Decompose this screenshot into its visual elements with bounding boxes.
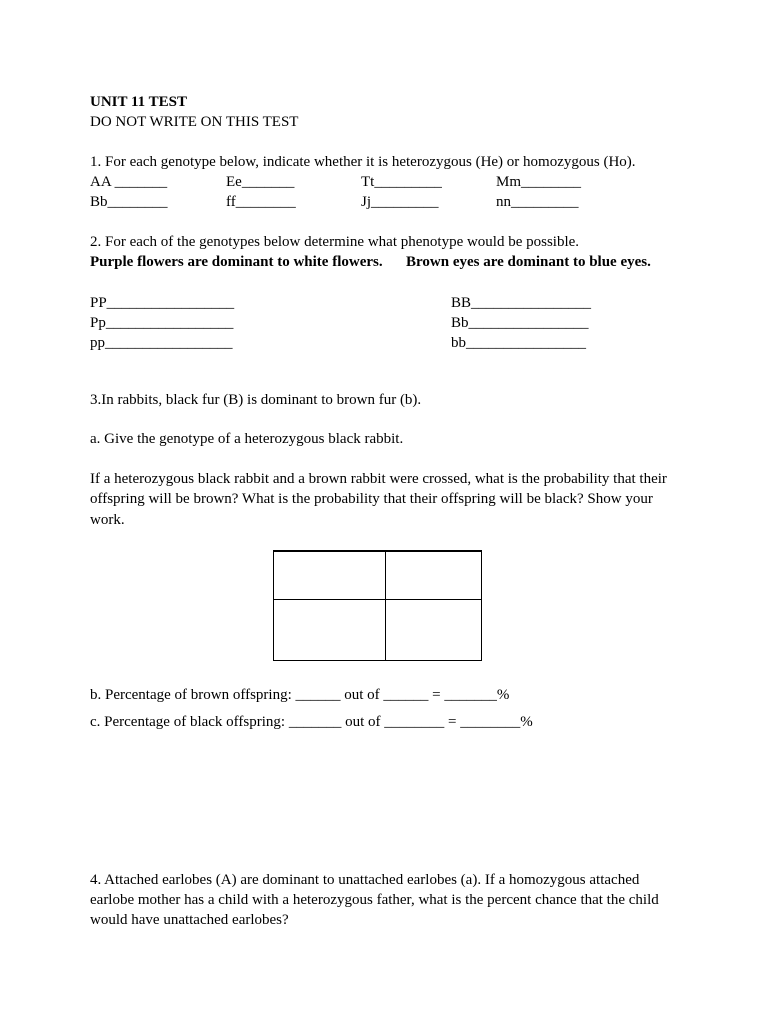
- genotype-mm: Mm________: [496, 174, 582, 190]
- genotype-ff: ff________: [226, 194, 296, 210]
- question-3-part-b: b. Percentage of brown offspring: ______ out of ______ = _______%: [90, 687, 510, 703]
- question-2-prompt: 2. For each of the genotypes below determine what phenotype would be possible.: [90, 234, 580, 250]
- genotype-pp-recessive: pp_________________: [90, 335, 233, 351]
- genotype-pp-hetero: Pp_________________: [90, 315, 234, 331]
- genotype-bb: Bb________: [90, 194, 168, 210]
- genotype-jj: Jj_________: [361, 194, 439, 210]
- genotype-aa: AA _______: [90, 174, 168, 190]
- genotype-bb-hetero: Bb________________: [451, 315, 589, 331]
- genotype-ee: Ee_______: [226, 174, 295, 190]
- question-2-row-2: [90, 313, 690, 333]
- genotype-tt: Tt_________: [361, 174, 442, 190]
- question-4-line-2: earlobe mother has a child with a heterozygous father, what is the percent chance that the child: [90, 892, 659, 908]
- question-1-row-2: [90, 192, 690, 212]
- question-3-cross-line-3: work.: [90, 512, 125, 528]
- genotype-bb-dominant: BB________________: [451, 295, 592, 311]
- question-2-rules: [90, 252, 690, 272]
- test-page: [90, 92, 690, 353]
- question-3-cross-line-1: If a heterozygous black rabbit and a brown rabbit were crossed, what is the probability that their: [90, 471, 667, 487]
- punnett-horizontal-divider: [274, 599, 481, 600]
- rule-flowers: Purple flowers are dominant to white flowers.: [90, 254, 383, 270]
- test-subtitle: DO NOT WRITE ON THIS TEST: [90, 114, 299, 130]
- genotype-nn: nn_________: [496, 194, 579, 210]
- question-2-row-3: [90, 333, 690, 353]
- question-3-part-c: c. Percentage of black offspring: _______ out of ________ = ________%: [90, 714, 533, 730]
- punnett-square: [273, 550, 482, 661]
- question-3-part-a: a. Give the genotype of a heterozygous black rabbit.: [90, 431, 404, 447]
- punnett-vertical-divider: [385, 552, 386, 660]
- question-4-line-3: would have unattached earlobes?: [90, 912, 289, 928]
- question-4-line-1: 4. Attached earlobes (A) are dominant to unattached earlobes (a). If a homozygous attached: [90, 872, 640, 888]
- question-2-row-1: [90, 293, 690, 313]
- genotype-pp-dominant: PP_________________: [90, 295, 235, 311]
- question-3-cross-line-2: offspring will be brown? What is the probability that their offspring will be black? Show your: [90, 491, 653, 507]
- rule-eyes: Brown eyes are dominant to blue eyes.: [406, 254, 651, 270]
- genotype-bb-recessive: bb________________: [451, 335, 586, 351]
- question-1-row-1: [90, 172, 690, 192]
- question-3-prompt: 3.In rabbits, black fur (B) is dominant to brown fur (b).: [90, 392, 422, 408]
- test-title: UNIT 11 TEST: [90, 94, 187, 110]
- question-1-prompt: 1. For each genotype below, indicate whether it is heterozygous (He) or homozygous (Ho).: [90, 154, 636, 170]
